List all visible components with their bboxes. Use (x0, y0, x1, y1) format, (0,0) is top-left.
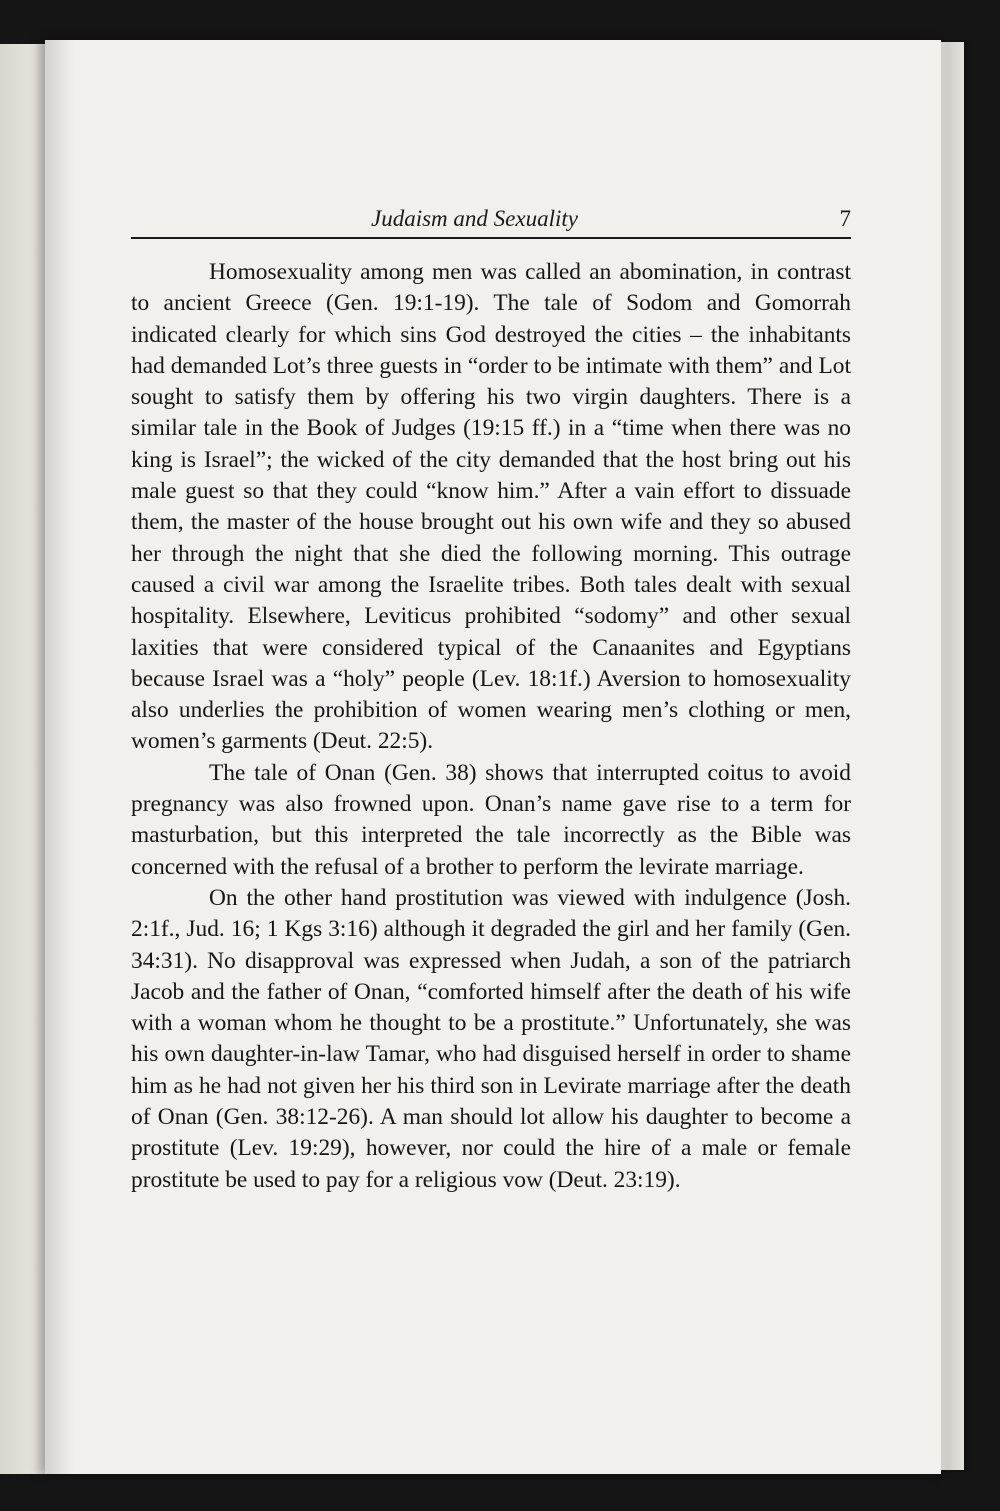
paragraph-prostitution: On the other hand prostitution was viewed with indulgence (Josh. 2:1f., Jud. 16; 1 Kgs 3:16) although it degraded the girl and her family (Gen. 34:31). No disapproval was expressed when Judah, a son of the patriarch Jacob and the father of Onan, “comforted himself after the death of his wife with a woman whom he thought to be a prostitute.” Unfortunately, she was his own daughter-in-law Tamar, who had disguised herself in order to shame him as he had not given her his third son in Levirate marriage after the death of Onan (Gen. 38:12-26). A man should lot allow his daughter to become a prostitute (Lev. 19:29), however, nor could the hire of a male or female prostitute be used to pay for a religious vow (Deut. 23:19). (131, 884, 851, 1193)
gutter-shadow (45, 40, 75, 1474)
paragraph-onan: The tale of Onan (Gen. 38) shows that interrupted coitus to avoid pregnancy was also frowned upon. Onan’s name gave rise to a term for masturbation, but this interpreted the tale incorrectly as the Bible was concerned with the refusal of a brother to perform the levirate marriage. (131, 759, 851, 880)
running-head (131, 201, 851, 239)
body-text (131, 257, 851, 1196)
paragraph-homosexuality: Homosexuality among men was called an abomination, in contrast to ancient Greece (Gen. 19:1-19). The tale of Sodom and Gomorrah indicated clearly for which sins God destroyed the cities – the inhabitants had demanded Lot’s three guests in “order to be intimate with them” and Lot sought to satisfy them by offering his two virgin daughters. There is a similar tale in the Book of Judges (19:15 ff.) in a “time when there was no king is Israel”; the wicked of the city demanded that the host bring out his male guest so that they could “know him.” After a vain effort to dissuade them, the master of the house brought out his own wife and they so abused her through the night that she died the following morning. This outrage caused a civil war among the Israelite tribes. Both tales dealt with sexual hospitality. Elsewhere, Leviticus prohibited “sodomy” and other sexual laxities that were considered typical of the Canaanites and Egyptians because Israel was a “holy” people (Lev. 18:1f.) Aversion to homosexuality also underlies the prohibition of women wearing men’s clothing or men, women’s garments (Deut. 22:5). (131, 259, 851, 755)
page-number: 7 (839, 206, 851, 231)
running-head-title: Judaism and Sexuality (371, 206, 578, 231)
